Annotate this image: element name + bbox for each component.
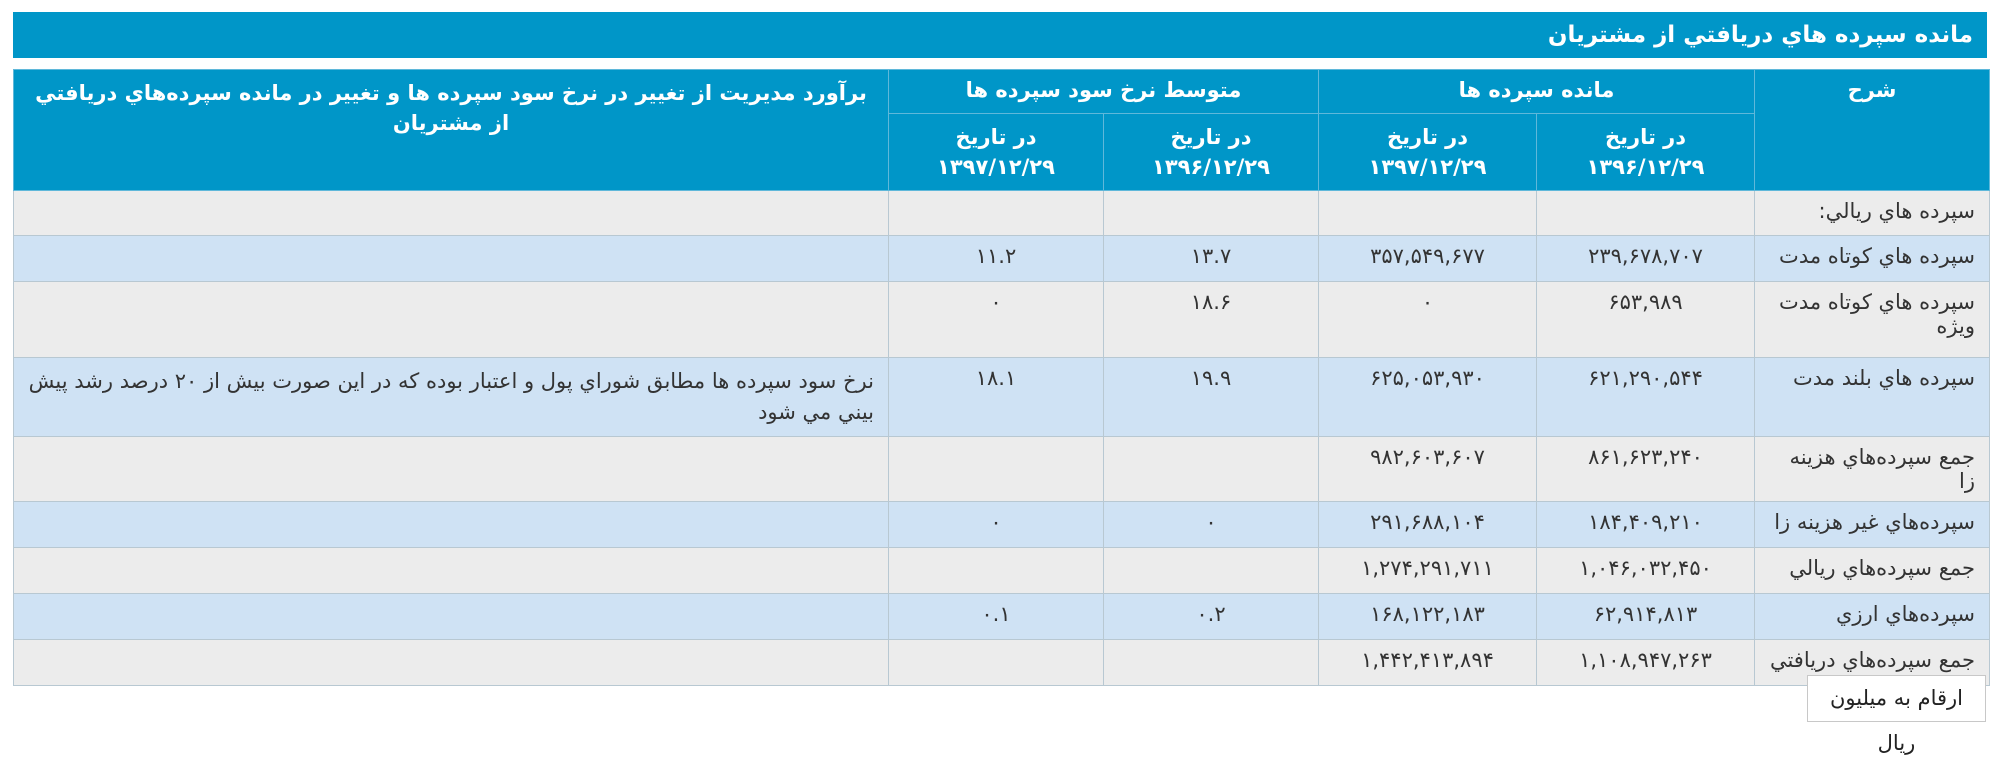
header-balance-1396 [1537, 114, 1755, 191]
balance-1397: ۱۶۸,۱۲۲,۱۸۳ [1319, 594, 1537, 640]
rate-1397: ۰.۱ [889, 594, 1104, 640]
rate-1396: ۱۸.۶ [1104, 282, 1319, 358]
balance-1396 [1537, 191, 1755, 236]
balance-1397: ۳۵۷,۵۴۹,۶۷۷ [1319, 236, 1537, 282]
balance-1397: ۰ [1319, 282, 1537, 358]
rate-1396 [1104, 548, 1319, 594]
rate-1397: ۰ [889, 502, 1104, 548]
row-description: سپرده هاي ريالي: [1755, 191, 1990, 236]
date-label: در تاريخ [1386, 125, 1469, 149]
rate-1396: ۱۹.۹ [1104, 358, 1319, 437]
date-value: ۱۳۹۶/۱۲/۲۹ [1152, 155, 1270, 179]
balance-1396: ۶۲,۹۱۴,۸۱۳ [1537, 594, 1755, 640]
header-rate-1397 [889, 114, 1104, 191]
header-rate-1396 [1104, 114, 1319, 191]
row-description: جمع سپرده‌هاي هزينه زا [1755, 437, 1990, 502]
table-row [14, 502, 1990, 548]
balance-1396: ۱,۰۴۶,۰۳۲,۴۵۰ [1537, 548, 1755, 594]
row-description: سپرده‌هاي ارزي [1755, 594, 1990, 640]
management-note [14, 282, 889, 358]
table-row [14, 548, 1990, 594]
table-row [14, 282, 1990, 358]
table-row [14, 437, 1990, 502]
table-row [14, 236, 1990, 282]
balance-1396: ۱۸۴,۴۰۹,۲۱۰ [1537, 502, 1755, 548]
balance-1397: ۲۹۱,۶۸۸,۱۰۴ [1319, 502, 1537, 548]
management-note [14, 502, 889, 548]
table-row [14, 640, 1990, 686]
header-balance-1397 [1319, 114, 1537, 191]
management-note: نرخ سود سپرده ها مطابق شوراي پول و اعتبار بوده که در اين صورت بيش از ۲۰ درصد رشد پيش بيني مي شود [14, 358, 889, 437]
management-note [14, 640, 889, 686]
table-title: مانده سپرده هاي دريافتي از مشتريان [13, 12, 1987, 58]
row-description: سپرده هاي کوتاه مدت [1755, 236, 1990, 282]
rate-1396 [1104, 191, 1319, 236]
balance-1396: ۸۶۱,۶۲۳,۲۴۰ [1537, 437, 1755, 502]
management-note [14, 236, 889, 282]
header-description: شرح [1755, 70, 1990, 191]
balance-1397: ۱,۴۴۲,۴۱۳,۸۹۴ [1319, 640, 1537, 686]
row-description: سپرده هاي کوتاه مدت ويژه [1755, 282, 1990, 358]
rate-1397 [889, 548, 1104, 594]
date-label: در تاريخ [1604, 125, 1687, 149]
management-note [14, 594, 889, 640]
header-balance-group: مانده سپرده ها [1319, 70, 1755, 114]
balance-1396: ۱,۱۰۸,۹۴۷,۲۶۳ [1537, 640, 1755, 686]
date-value: ۱۳۹۶/۱۲/۲۹ [1586, 155, 1705, 179]
date-label: در تاريخ [1170, 125, 1252, 149]
balance-1397: ۶۲۵,۰۵۳,۹۳۰ [1319, 358, 1537, 437]
rate-1397: ۱۸.۱ [889, 358, 1104, 437]
balance-1396: ۲۳۹,۶۷۸,۷۰۷ [1537, 236, 1755, 282]
rate-1396: ۰.۲ [1104, 594, 1319, 640]
balance-1396: ۶۲۱,۲۹۰,۵۴۴ [1537, 358, 1755, 437]
rate-1397: ۰ [889, 282, 1104, 358]
header-management-estimate: برآورد مديريت از تغيير در نرخ سود سپرده ها و تغيير در مانده سپرده‌هاي دريافتي از مشتريان [14, 70, 889, 191]
management-note [14, 437, 889, 502]
row-description: جمع سپرده‌هاي ريالي [1755, 548, 1990, 594]
deposits-table [13, 69, 1990, 686]
balance-1397 [1319, 191, 1537, 236]
table-row [14, 358, 1990, 437]
balance-1397: ۱,۲۷۴,۲۹۱,۷۱۱ [1319, 548, 1537, 594]
management-note [14, 548, 889, 594]
table-row [14, 191, 1990, 236]
rate-1397: ۱۱.۲ [889, 236, 1104, 282]
management-note [14, 191, 889, 236]
balance-1396: ۶۵۳,۹۸۹ [1537, 282, 1755, 358]
table-row [14, 594, 1990, 640]
header-rate-group: متوسط نرخ سود سپرده ها [889, 70, 1319, 114]
row-description: سپرده هاي بلند مدت [1755, 358, 1990, 437]
rate-1397 [889, 437, 1104, 502]
rate-1397 [889, 191, 1104, 236]
rate-1396 [1104, 640, 1319, 686]
row-description: سپرده‌هاي غير هزينه زا [1755, 502, 1990, 548]
balance-1397: ۹۸۲,۶۰۳,۶۰۷ [1319, 437, 1537, 502]
rate-1397 [889, 640, 1104, 686]
rate-1396 [1104, 437, 1319, 502]
unit-note: ارقام به ميليون ريال [1807, 675, 1986, 722]
date-value: ۱۳۹۷/۱۲/۲۹ [937, 155, 1055, 179]
rate-1396: ۰ [1104, 502, 1319, 548]
rate-1396: ۱۳.۷ [1104, 236, 1319, 282]
date-value: ۱۳۹۷/۱۲/۲۹ [1368, 155, 1487, 179]
date-label: در تاريخ [955, 125, 1037, 149]
row-description: جمع سپرده‌هاي دريافتي [1755, 640, 1990, 686]
